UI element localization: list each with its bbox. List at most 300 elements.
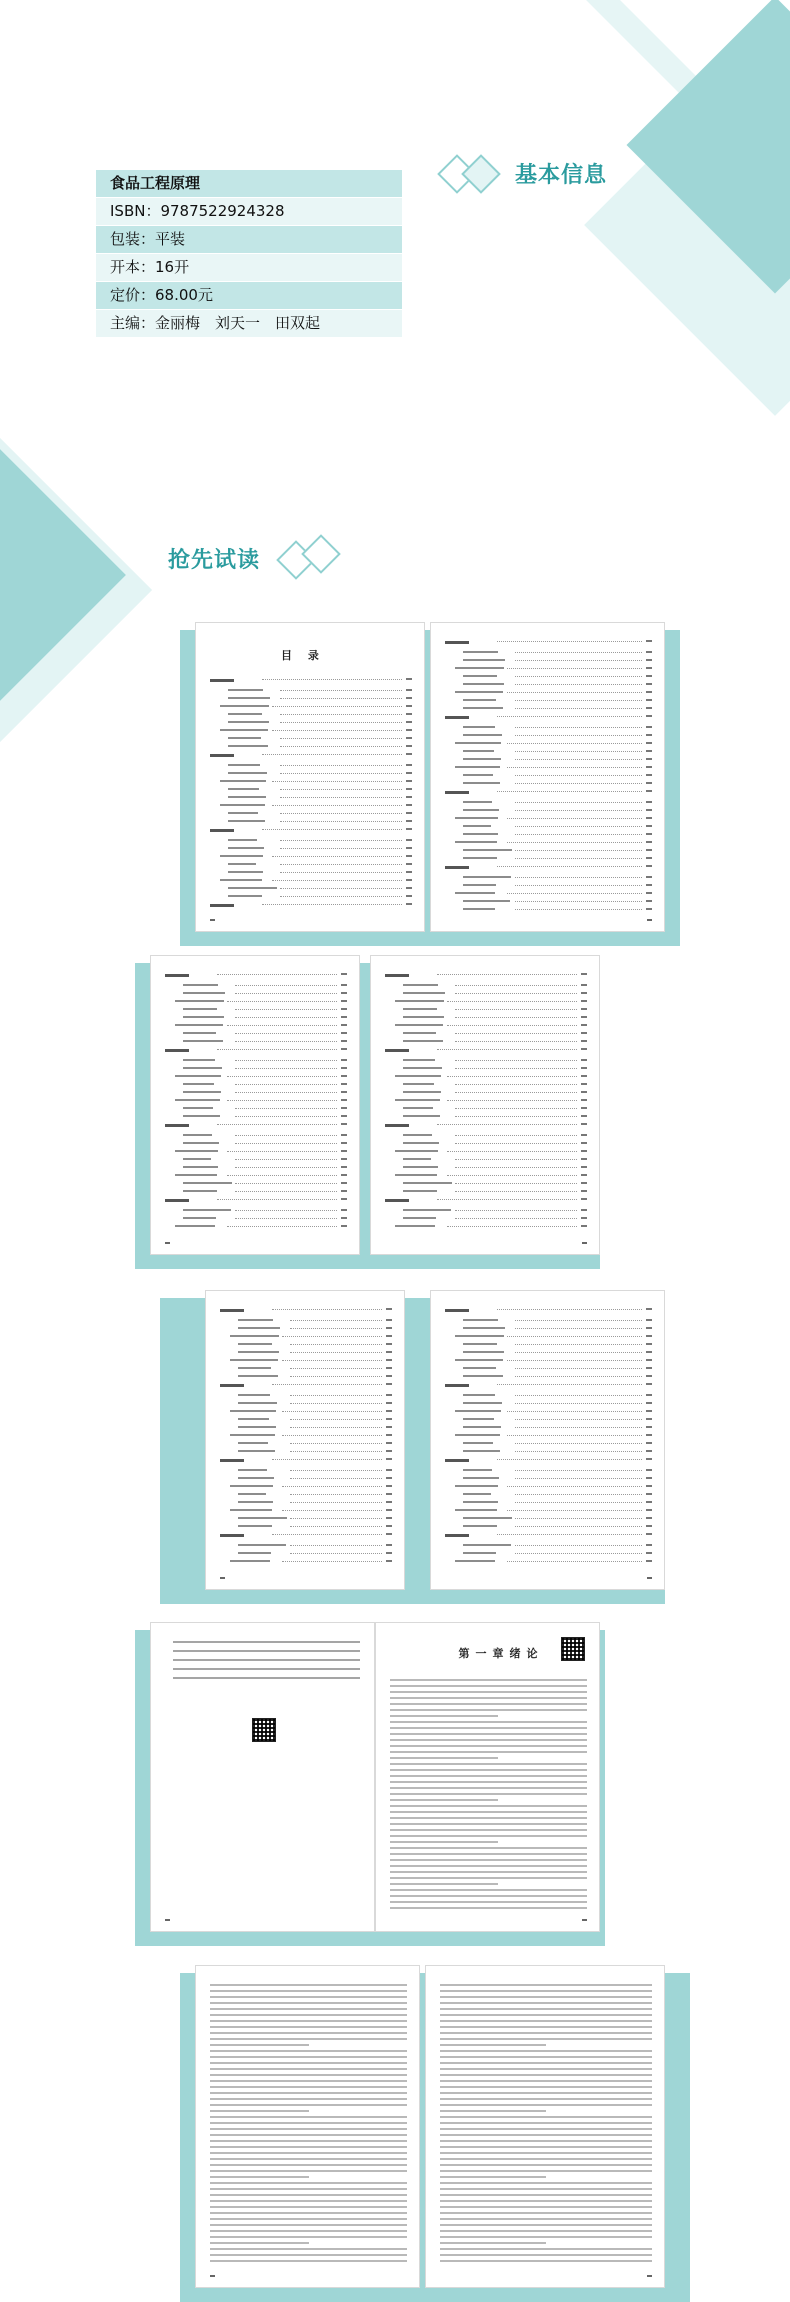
toc-leader-dots [272, 1459, 382, 1461]
toc-page-number [341, 1115, 347, 1117]
toc-leader-dots [507, 1360, 642, 1362]
toc-page-number [646, 1560, 652, 1562]
body-text-line [440, 1984, 652, 1986]
toc-leader-dots [272, 856, 402, 858]
toc-page-number [386, 1343, 392, 1345]
toc-chapter-label [165, 1124, 189, 1127]
toc-entry-text [228, 745, 268, 747]
toc-entry-text [463, 675, 497, 677]
toc-page-number [386, 1533, 392, 1535]
body-text-line [390, 1691, 587, 1693]
toc-leader-dots [515, 735, 642, 737]
toc-page-number [386, 1394, 392, 1396]
toc-page-number [646, 801, 652, 803]
toc-leader-dots [455, 1033, 577, 1035]
toc-entry-text [463, 1450, 500, 1452]
toc-entry-text [228, 887, 277, 889]
body-text-line [440, 2182, 652, 2184]
toc-entry-text [183, 1059, 215, 1061]
body-text-line [440, 2122, 652, 2124]
toc-leader-dots [507, 893, 642, 895]
toc-entry-text [463, 1343, 497, 1345]
toc-leader-dots [515, 1344, 642, 1346]
toc-leader-dots [455, 1084, 577, 1086]
toc-page-number [386, 1517, 392, 1519]
toc-page-number [646, 1426, 652, 1428]
toc-page-number [341, 1150, 347, 1152]
toc-chapter-label [165, 1199, 189, 1202]
toc-page-number [646, 1351, 652, 1353]
toc-leader-dots [437, 1124, 577, 1126]
body-text-line [440, 2056, 652, 2058]
toc-leader-dots [455, 1060, 577, 1062]
toc-leader-dots [290, 1545, 382, 1547]
toc-page-number [406, 812, 412, 814]
toc-leader-dots [447, 1175, 577, 1177]
toc-leader-dots [272, 1309, 382, 1311]
body-text-line [440, 2188, 652, 2190]
toc-page-number [646, 817, 652, 819]
toc-leader-dots [515, 1553, 642, 1555]
toc-entry-text [403, 1016, 444, 1018]
toc-leader-dots [290, 1478, 382, 1480]
body-text-line [390, 1793, 587, 1795]
body-text-line [390, 1865, 587, 1867]
toc-entry-text [173, 1650, 360, 1652]
toc-entry-text [463, 683, 504, 685]
page-number [165, 1242, 170, 1244]
body-text-line [440, 2218, 652, 2220]
toc-page-number [406, 729, 412, 731]
toc-entry-text [220, 879, 262, 881]
toc-page-number [406, 847, 412, 849]
toc-entry-text [228, 895, 262, 897]
toc-entry-text [173, 1668, 360, 1670]
toc-page-number [646, 892, 652, 894]
toc-leader-dots [455, 1167, 577, 1169]
body-text-line [390, 1823, 587, 1825]
toc-page-number [646, 1434, 652, 1436]
toc-page-number [386, 1544, 392, 1546]
toc-page-number [341, 1134, 347, 1136]
toc-page-number [646, 1418, 652, 1420]
toc-page-number [646, 691, 652, 693]
toc-entry-text [173, 1641, 360, 1643]
toc-page-number [341, 1008, 347, 1010]
body-text-line [390, 1727, 587, 1729]
toc-entry-text [463, 1375, 503, 1377]
toc-entry-text [463, 651, 498, 653]
toc-leader-dots [235, 993, 337, 995]
toc-page-number [581, 1016, 587, 1018]
toc-page-number [646, 758, 652, 760]
toc-leader-dots [455, 1159, 577, 1161]
body-text-line [440, 2134, 652, 2136]
toc-page-number [341, 973, 347, 975]
body-text-line [390, 1709, 587, 1711]
body-text-line [390, 1895, 587, 1897]
toc-entry-text [403, 1008, 437, 1010]
toc-page-number [406, 796, 412, 798]
preview-page [375, 1622, 600, 1932]
body-text-line [390, 1907, 587, 1909]
toc-page-number [406, 887, 412, 889]
toc-page-number [646, 1525, 652, 1527]
toc-page-number [406, 820, 412, 822]
toc-page-number [646, 1375, 652, 1377]
body-text-line [390, 1781, 587, 1783]
body-text-line [390, 1901, 587, 1903]
body-text-line [210, 2152, 407, 2154]
toc-entry-text [230, 1560, 270, 1562]
toc-entry-text [228, 871, 263, 873]
body-text-line [210, 2056, 407, 2058]
toc-leader-dots [280, 789, 402, 791]
toc-entry-text [238, 1544, 286, 1546]
body-text-line [440, 2254, 652, 2256]
body-text-line [440, 2164, 652, 2166]
toc-chapter-label [445, 1309, 469, 1312]
body-text-line [390, 1787, 587, 1789]
toc-leader-dots [235, 1135, 337, 1137]
toc-page-number [646, 707, 652, 709]
body-text-line [210, 1984, 407, 1986]
toc-entry-text [463, 1477, 499, 1479]
toc-page-number [386, 1493, 392, 1495]
body-text-line [390, 1697, 587, 1699]
toc-page-number [341, 1182, 347, 1184]
body-text-line [390, 1751, 587, 1753]
toc-entry-text [455, 1410, 501, 1412]
toc-leader-dots [515, 684, 642, 686]
body-text-line [390, 1721, 587, 1723]
toc-leader-dots [515, 1526, 642, 1528]
toc-page-number [581, 1142, 587, 1144]
toc-entry-text [183, 984, 218, 986]
toc-page-number [386, 1560, 392, 1562]
toc-leader-dots [272, 880, 402, 882]
toc-entry-text [463, 1319, 498, 1321]
body-text-line [440, 2032, 652, 2034]
toc-entry-text [455, 1485, 498, 1487]
toc-page-number [341, 1016, 347, 1018]
toc-entry-text [238, 1418, 269, 1420]
qr-code-icon [252, 1718, 276, 1742]
toc-entry-text [455, 1335, 504, 1337]
toc-entry-text [238, 1517, 287, 1519]
toc-page-number [386, 1477, 392, 1479]
toc-page-number [581, 1115, 587, 1117]
toc-page-number [341, 1000, 347, 1002]
toc-leader-dots [515, 1352, 642, 1354]
toc-page-number [581, 1099, 587, 1101]
body-text-line [440, 1990, 652, 1992]
toc-leader-dots [515, 751, 642, 753]
body-text-line [390, 1841, 498, 1843]
body-text-line [440, 2248, 652, 2250]
toc-chapter-label [385, 1049, 409, 1052]
toc-page-number [406, 745, 412, 747]
toc-entry-text [238, 1469, 267, 1471]
isbn: ISBN：9787522924328 [96, 198, 402, 225]
toc-entry-text [403, 1134, 432, 1136]
body-text-line [390, 1889, 587, 1891]
toc-leader-dots [515, 1395, 642, 1397]
preview-page [430, 1290, 665, 1590]
toc-entry-text [403, 1217, 436, 1219]
toc-page-number [341, 1032, 347, 1034]
body-text-line [210, 2260, 407, 2262]
toc-entry-text [220, 705, 269, 707]
body-text-line [210, 2206, 407, 2208]
toc-entry-text [220, 729, 268, 731]
preview-page [430, 622, 665, 932]
toc-leader-dots [280, 872, 402, 874]
toc-entry-text [183, 1115, 220, 1117]
toc-leader-dots [515, 1403, 642, 1405]
toc-page-number [386, 1319, 392, 1321]
body-text-line [210, 2230, 407, 2232]
toc-page-number [341, 1142, 347, 1144]
toc-leader-dots [217, 1124, 337, 1126]
body-text-line [440, 2140, 652, 2142]
toc-entry-text [463, 884, 496, 886]
body-text-line [210, 2236, 407, 2238]
toc-leader-dots [280, 738, 402, 740]
toc-page-number [341, 1107, 347, 1109]
toc-leader-dots [515, 1320, 642, 1322]
toc-leader-dots [437, 1049, 577, 1051]
toc-leader-dots [227, 1001, 337, 1003]
body-text-line [390, 1817, 587, 1819]
body-text-line [440, 2104, 652, 2106]
toc-leader-dots [455, 1135, 577, 1137]
toc-page-number [646, 841, 652, 843]
toc-page-number [341, 1225, 347, 1227]
toc-page-number [386, 1335, 392, 1337]
toc-entry-text [463, 1544, 511, 1546]
toc-leader-dots [455, 985, 577, 987]
toc-entry-text [455, 1359, 503, 1361]
toc-entry-text [183, 1142, 219, 1144]
body-text-line [210, 2218, 407, 2220]
toc-entry-text [238, 1442, 268, 1444]
toc-page-number [646, 734, 652, 736]
toc-leader-dots [515, 775, 642, 777]
toc-page-number [406, 828, 412, 830]
body-text-line [390, 1859, 587, 1861]
body-text-line [390, 1835, 587, 1837]
toc-page-number [581, 1048, 587, 1050]
body-text-line [440, 2080, 652, 2082]
body-text-line [210, 1996, 407, 1998]
toc-page-number [386, 1469, 392, 1471]
toc-entry-text [238, 1343, 272, 1345]
toc-leader-dots [290, 1526, 382, 1528]
toc-leader-dots [262, 904, 402, 906]
toc-entry-text [455, 766, 500, 768]
toc-page-number [581, 1158, 587, 1160]
toc-leader-dots [507, 668, 642, 670]
toc-page-number [646, 683, 652, 685]
toc-chapter-label [165, 1049, 189, 1052]
toc-page-number [646, 1485, 652, 1487]
toc-entry-text [463, 1552, 496, 1554]
diamond-outline-icon [461, 154, 501, 194]
body-text-line [210, 2122, 407, 2124]
toc-chapter-label [445, 716, 469, 719]
toc-entry-text [228, 689, 263, 691]
body-text-line [210, 2158, 407, 2160]
toc-leader-dots [272, 730, 402, 732]
toc-leader-dots [507, 818, 642, 820]
toc-chapter-label [210, 754, 234, 757]
toc-entry-text [238, 1426, 276, 1428]
toc-page-number [581, 1075, 587, 1077]
toc-page-number [341, 1048, 347, 1050]
toc-entry-text [175, 1000, 224, 1002]
toc-entry-text [403, 1115, 440, 1117]
toc-entry-text [463, 1394, 495, 1396]
page-heading: 目 录 [281, 649, 325, 662]
toc-leader-dots [290, 1502, 382, 1504]
toc-page-number [341, 1209, 347, 1211]
toc-leader-dots [447, 1076, 577, 1078]
body-text-line [390, 1763, 587, 1765]
toc-chapter-label [210, 679, 234, 682]
toc-entry-text [463, 1442, 493, 1444]
page-number [165, 1919, 170, 1921]
toc-page-number [386, 1552, 392, 1554]
toc-entry-text [395, 1174, 437, 1176]
qr-code-icon [561, 1637, 585, 1661]
toc-leader-dots [437, 1199, 577, 1201]
toc-entry-text [238, 1375, 278, 1377]
toc-leader-dots [290, 1403, 382, 1405]
toc-leader-dots [515, 802, 642, 804]
body-text-line [440, 2014, 652, 2016]
toc-leader-dots [280, 840, 402, 842]
toc-leader-dots [507, 1510, 642, 1512]
toc-entry-text [228, 737, 261, 739]
toc-page-number [646, 1359, 652, 1361]
toc-entry-text [175, 1174, 217, 1176]
toc-entry-text [228, 847, 264, 849]
toc-leader-dots [290, 1395, 382, 1397]
toc-leader-dots [455, 1092, 577, 1094]
toc-page-number [581, 1024, 587, 1026]
toc-leader-dots [455, 1116, 577, 1118]
toc-entry-text [463, 1367, 496, 1369]
body-text-line [440, 2176, 546, 2178]
toc-leader-dots [262, 829, 402, 831]
toc-page-number [646, 1442, 652, 1444]
toc-page-number [406, 879, 412, 881]
toc-entry-text [220, 855, 263, 857]
toc-chapter-label [385, 974, 409, 977]
toc-entry-text [403, 1209, 451, 1211]
toc-entry-text [230, 1509, 272, 1511]
toc-leader-dots [515, 1443, 642, 1445]
body-text-line [390, 1703, 587, 1705]
toc-page-number [646, 876, 652, 878]
toc-page-number [406, 788, 412, 790]
toc-entry-text [228, 812, 258, 814]
toc-page-number [386, 1308, 392, 1310]
body-text-line [440, 2008, 652, 2010]
toc-entry-text [238, 1394, 270, 1396]
toc-leader-dots [507, 1435, 642, 1437]
toc-leader-dots [235, 1143, 337, 1145]
toc-page-number [646, 908, 652, 910]
toc-leader-dots [515, 858, 642, 860]
body-text-line [210, 2242, 309, 2244]
toc-page-number [386, 1509, 392, 1511]
toc-page-number [646, 726, 652, 728]
toc-leader-dots [455, 1017, 577, 1019]
toc-leader-dots [217, 974, 337, 976]
toc-leader-dots [455, 1041, 577, 1043]
toc-leader-dots [227, 1100, 337, 1102]
toc-leader-dots [455, 1218, 577, 1220]
body-text-line [440, 2152, 652, 2154]
toc-entry-text [463, 825, 491, 827]
toc-page-number [406, 772, 412, 774]
toc-entry-text [403, 1142, 439, 1144]
toc-page-number [646, 675, 652, 677]
body-text-line [390, 1877, 587, 1879]
toc-leader-dots [515, 783, 642, 785]
toc-leader-dots [235, 1060, 337, 1062]
toc-entry-text [463, 876, 511, 878]
toc-entry-text [230, 1335, 279, 1337]
toc-leader-dots [497, 641, 642, 643]
toc-page-number [646, 667, 652, 669]
body-text-line [440, 2110, 546, 2112]
toc-entry-text [238, 1493, 266, 1495]
page-number [582, 1919, 587, 1921]
toc-leader-dots [515, 1478, 642, 1480]
toc-entry-text [228, 788, 259, 790]
binding: 包装：平装 [96, 226, 402, 253]
toc-leader-dots [290, 1443, 382, 1445]
body-text-line [440, 2230, 652, 2232]
body-text-line [390, 1745, 587, 1747]
page-number [647, 919, 652, 921]
toc-leader-dots [515, 1419, 642, 1421]
toc-page-number [386, 1418, 392, 1420]
toc-leader-dots [515, 1494, 642, 1496]
toc-entry-text [175, 1150, 218, 1152]
toc-page-number [406, 895, 412, 897]
book-title: 食品工程原理 [96, 170, 402, 197]
toc-leader-dots [272, 706, 402, 708]
toc-leader-dots [235, 1033, 337, 1035]
toc-entry-text [238, 1477, 274, 1479]
toc-entry-text [183, 1209, 231, 1211]
toc-chapter-label [165, 974, 189, 977]
body-text-line [440, 1996, 652, 1998]
toc-page-number [646, 1308, 652, 1310]
toc-leader-dots [262, 754, 402, 756]
toc-leader-dots [515, 834, 642, 836]
toc-entry-text [403, 1040, 443, 1042]
toc-entry-text [455, 691, 503, 693]
body-text-line [440, 2044, 546, 2046]
toc-page-number [646, 849, 652, 851]
toc-leader-dots [497, 1384, 642, 1386]
editors: 主编：金丽梅 刘天一 田双起 [96, 310, 402, 337]
